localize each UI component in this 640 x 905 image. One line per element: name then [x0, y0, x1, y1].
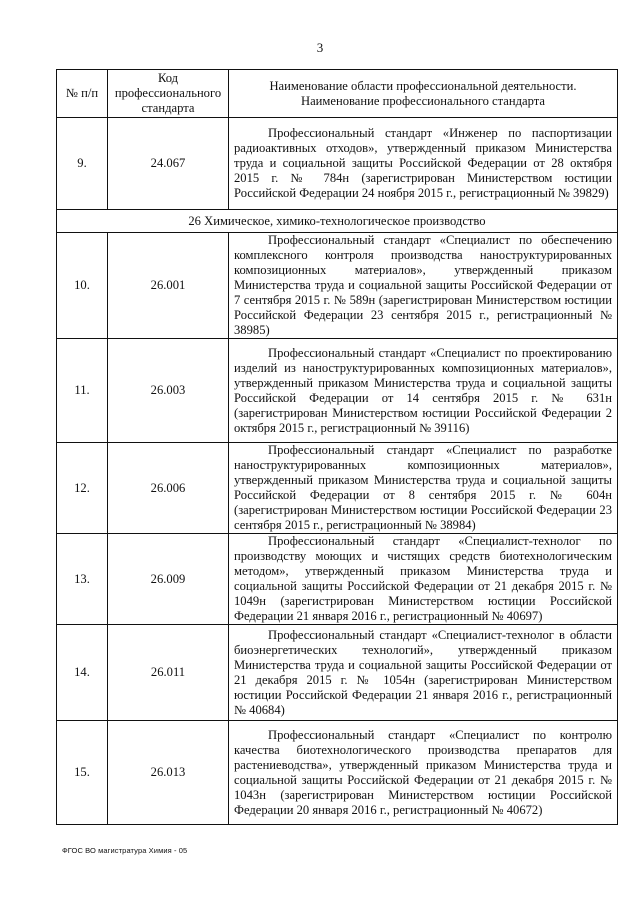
header-standard-code: Код профессионального стандарта	[108, 70, 229, 118]
row-number: 12.	[57, 443, 108, 534]
table-row	[57, 443, 618, 534]
row-number: 9.	[57, 118, 108, 210]
row-text: Профессиональный стандарт «Специалист по обеспечению комплексного контроля производства наноструктурированных композиционных материалов», утвержденный приказом Министерства труда и социальной защиты Российской Федерации от 7 сентября 2015 г. № 589н (зарегистрирован Министерством юстиции Российской Федерации 23 сентября 2015 г., регистрационный № 38985)	[229, 233, 618, 339]
table-row	[57, 233, 618, 339]
section-title: 26 Химическое, химико-технологическое производство	[57, 210, 618, 233]
table-row	[57, 721, 618, 825]
page-number: 3	[316, 40, 324, 55]
header-standard-name	[229, 70, 618, 118]
row-number: 13.	[57, 534, 108, 625]
table-row	[57, 534, 618, 625]
row-code: 24.067	[108, 118, 229, 210]
row-code: 26.006	[108, 443, 229, 534]
row-code: 26.001	[108, 233, 229, 339]
row-text: Профессиональный стандарт «Специалист по разработке наноструктурированных композиционных материалов», утвержденный приказом Министерства труда и социальной защиты Российской Федерации от 8 сентября 2015 г. № 604н (зарегистрирован Министерством юстиции Российской Федерации 23 сентября 2015 г., регистрационный № 38984)	[229, 443, 618, 534]
table-row	[57, 118, 618, 210]
row-number: 15.	[57, 721, 108, 825]
row-code: 26.011	[108, 625, 229, 721]
row-number: 10.	[57, 233, 108, 339]
header-name-line2: Наименование профессионального стандарта	[301, 93, 545, 108]
row-code: 26.009	[108, 534, 229, 625]
row-code: 26.003	[108, 339, 229, 443]
row-text: Профессиональный стандарт «Инженер по паспортизации радиоактивных отходов», утвержденный приказом Министерства труда и социальной защиты Российской Федерации от 28 октября 2015 г. № 784н (зарегистрирован Министерством юстиции Российской Федерации 24 ноября 2015 г., регистрационный № 39829)	[229, 118, 618, 210]
row-number: 11.	[57, 339, 108, 443]
table-row	[57, 625, 618, 721]
section-row	[57, 210, 618, 233]
table-header-row	[57, 70, 618, 118]
row-text: Профессиональный стандарт «Специалист-технолог в области биоэнергетических технологий», утвержденный приказом Министерства труда и социальной защиты Российской Федерации от 21 декабря 2015 г. № 1054н (зарегистрирован Министерством юстиции Российской Федерации 21 января 2016 г., регистрационный № 40684)	[229, 625, 618, 721]
row-text: Профессиональный стандарт «Специалист по контролю качества биотехнологического производства препаратов для растениеводства», утвержденный приказом Министерства труда и социальной защиты Российской Федерации от 21 декабря 2015 г. № 1043н (зарегистрирован Министерством юстиции Российской Федерации 20 января 2016 г., регистрационный № 40672)	[229, 721, 618, 825]
header-number: № п/п	[57, 70, 108, 118]
row-code: 26.013	[108, 721, 229, 825]
row-number: 14.	[57, 625, 108, 721]
header-name-line1: Наименование области профессиональной деятельности.	[269, 78, 577, 93]
row-text: Профессиональный стандарт «Специалист по проектированию изделий из наноструктурированных композиционных материалов», утвержденный приказом Министерства труда и социальной защиты Российской Федерации от 14 сентября 2015 г. № 631н (зарегистрирован Министерством юстиции Российской Федерации 2 октября 2015 г., регистрационный № 39116)	[229, 339, 618, 443]
professional-standards-table	[56, 69, 618, 825]
table-row	[57, 339, 618, 443]
row-text: Профессиональный стандарт «Специалист-технолог по производству моющих и чистящих средств биотехнологическим методом», утвержденный приказом Министерства труда и социальной защиты Российской Федерации от 21 декабря 2015 г. № 1049н (зарегистрирован Министерством юстиции Российской Федерации 21 января 2016 г., регистрационный № 40697)	[229, 534, 618, 625]
document-footer: ФГОС ВО магистратура Химия - 05	[62, 846, 188, 855]
